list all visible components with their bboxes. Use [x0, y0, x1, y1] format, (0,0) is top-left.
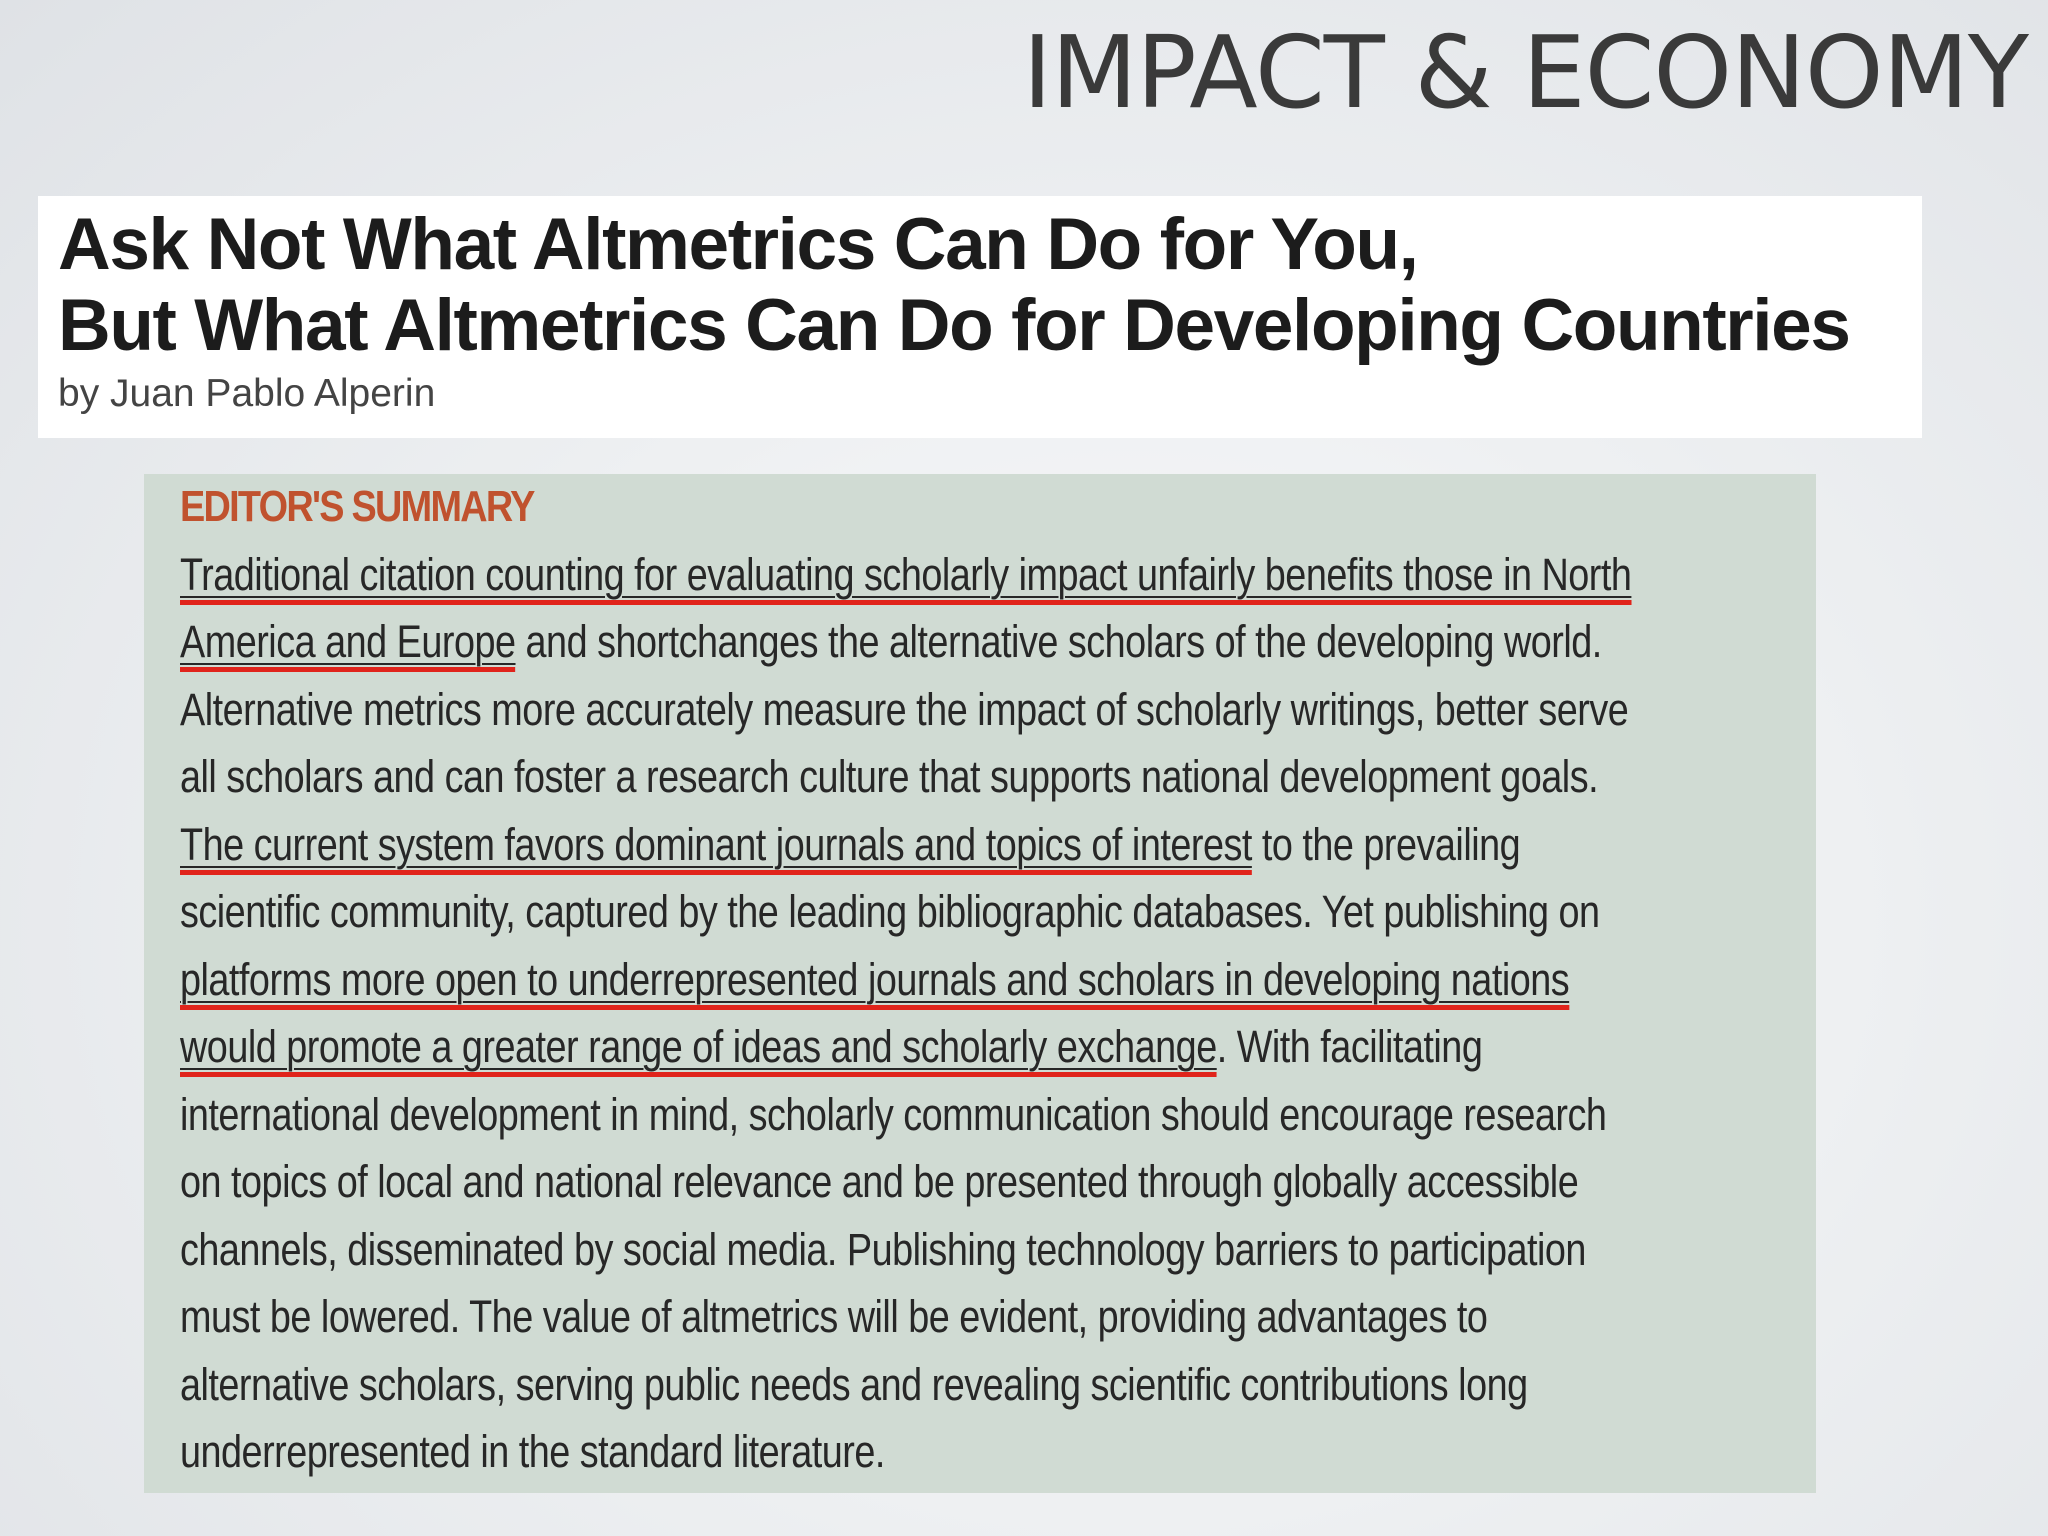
plain-text: on topics of local and national relevance and be presented through globally accessible: [180, 1156, 1579, 1208]
summary-line: [180, 541, 1632, 609]
editors-summary-box: [144, 474, 1816, 1493]
plain-text: Alternative metrics more accurately measure the impact of scholarly writings, better serve: [180, 683, 1629, 735]
highlighted-phrase: Traditional citation counting for evaluating scholarly impact unfairly benefits those in North: [180, 549, 1631, 605]
summary-line: [180, 1081, 1607, 1149]
plain-text: scientific community, captured by the leading bibliographic databases. Yet publishing on: [180, 886, 1600, 938]
highlighted-phrase: would promote a greater range of ideas and scholarly exchange: [180, 1021, 1217, 1077]
plain-text: underrepresented in the standard literature.: [180, 1426, 885, 1478]
plain-text: all scholars and can foster a research culture that supports national development goals.: [180, 751, 1599, 803]
plain-text: to the prevailing: [1251, 818, 1521, 870]
highlighted-phrase: America and Europe: [180, 616, 516, 672]
summary-line: [180, 1351, 1554, 1419]
summary-line: [180, 676, 1629, 744]
article-header: [38, 196, 1922, 438]
summary-line: [180, 1013, 1554, 1081]
summary-line: [180, 1148, 1579, 1216]
plain-text: must be lowered. The value of altmetrics will be evident, providing advantages to: [180, 1291, 1488, 1343]
summary-line: [180, 1418, 1554, 1486]
summary-line: [180, 743, 1599, 811]
slide-title: IMPACT & ECONOMY: [1022, 14, 2028, 131]
summary-line: [180, 878, 1600, 946]
plain-text: channels, disseminated by social media. Publishing technology barriers to participation: [180, 1223, 1586, 1275]
summary-line: [180, 608, 1602, 676]
plain-text: and shortchanges the alternative scholars of the developing world.: [515, 616, 1602, 668]
plain-text: alternative scholars, serving public needs and revealing scientific contributions long: [180, 1358, 1528, 1410]
plain-text: international development in mind, scholarly communication should encourage research: [180, 1088, 1607, 1140]
highlighted-phrase: The current system favors dominant journals and topics of interest: [180, 819, 1252, 875]
summary-line: [180, 811, 1554, 879]
summary-text: [180, 541, 1816, 1486]
plain-text: . With facilitating: [1216, 1021, 1483, 1073]
article-byline: by Juan Pablo Alperin: [58, 372, 436, 415]
article-title-line-2: But What Altmetrics Can Do for Developing Countries: [58, 285, 1850, 366]
summary-line: [180, 1283, 1554, 1351]
summary-line: [180, 1216, 1586, 1284]
highlighted-phrase: platforms more open to underrepresented journals and scholars in developing nations: [180, 954, 1569, 1010]
article-title: [58, 204, 1922, 366]
article-title-line-1: Ask Not What Altmetrics Can Do for You,: [58, 204, 1418, 285]
summary-line: [180, 946, 1570, 1014]
summary-heading: EDITOR'S SUMMARY: [180, 482, 534, 531]
